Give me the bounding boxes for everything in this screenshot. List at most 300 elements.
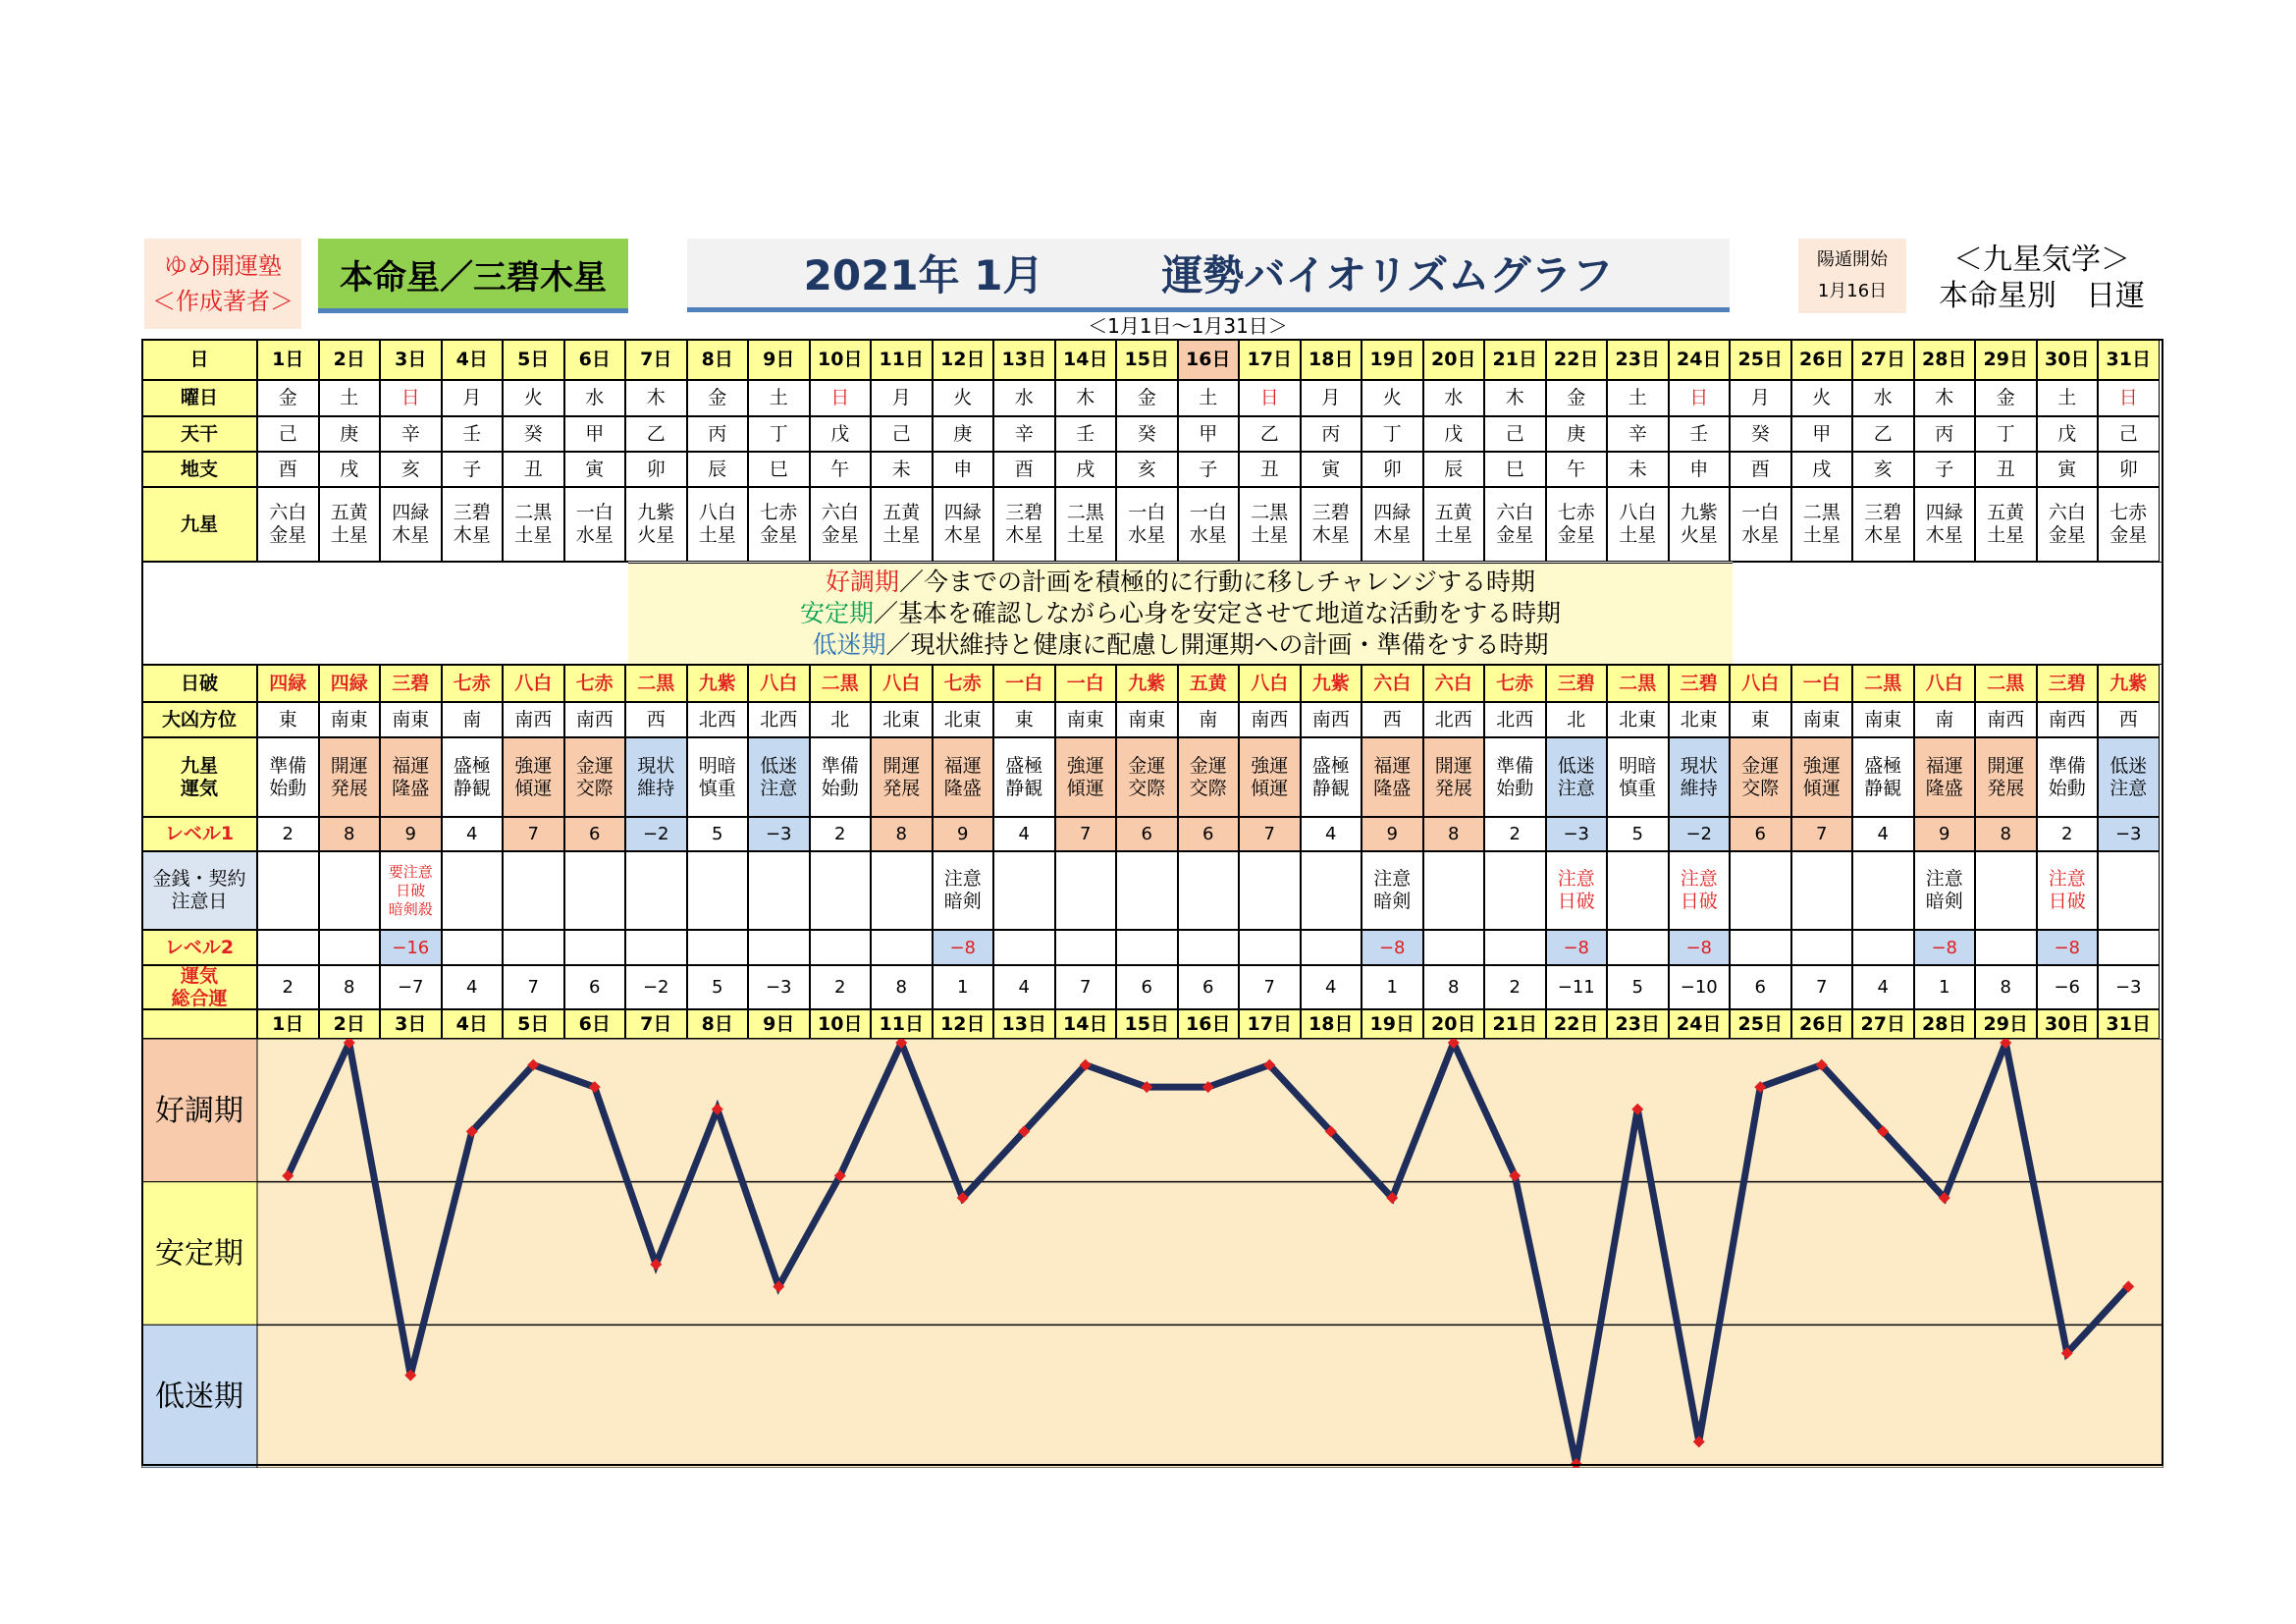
unki-cell: [1055, 737, 1117, 817]
day-footer: 1日: [257, 1009, 319, 1039]
unki-cell: [1484, 737, 1546, 817]
kyusei-text: 土星: [1802, 524, 1841, 546]
kinsen-text: 注意: [1925, 868, 1963, 890]
kyusei-text: 八白: [698, 502, 736, 523]
unki-text: 福運: [943, 754, 982, 777]
legend-good-text: ／今までの計画を積極的に行動に移しチャレンジする時期: [899, 568, 1536, 596]
day-header: 18日: [1301, 339, 1362, 380]
daikyo-cell: 東: [993, 702, 1055, 737]
sogo-cell: −7: [380, 965, 442, 1009]
level2-cell: [1423, 930, 1485, 965]
unki-cell: [810, 737, 872, 817]
chishi-cell: 亥: [1116, 452, 1178, 487]
weekday-cell: 月: [442, 380, 504, 416]
weekday-cell: 金: [257, 380, 319, 416]
title-month: 2021年 1月: [803, 251, 1044, 299]
kinsen-text: 日破: [2048, 891, 2086, 912]
level1-cell: 4: [1301, 817, 1362, 851]
day-footer: 24日: [1669, 1009, 1731, 1039]
kyusei-subtitle: 本命星別 日運: [1939, 279, 2145, 313]
kyusei-text: 火星: [637, 524, 675, 546]
row-label-level2: [141, 930, 257, 965]
nippa-cell: 一白: [993, 665, 1055, 702]
legend-box: [628, 563, 1733, 665]
unki-text: 金運: [575, 754, 614, 777]
tenkan-cell: 壬: [1055, 416, 1117, 452]
nippa-cell: 七赤: [933, 665, 994, 702]
chishi-cell: 午: [1546, 452, 1608, 487]
daikyo-cell: 北: [810, 702, 872, 737]
level1-cell: 8: [319, 817, 381, 851]
day-footer: 9日: [748, 1009, 810, 1039]
weekday-cell: 火: [1791, 380, 1853, 416]
daikyo-cell: 北西: [748, 702, 810, 737]
kinsen-cell: [748, 851, 810, 930]
kyusei-text: 二黒: [1802, 502, 1841, 523]
level1-cell: 4: [993, 817, 1055, 851]
daikyo-cell: 北東: [1669, 702, 1731, 737]
nippa-cell: 七赤: [1484, 665, 1546, 702]
daikyo-cell: 北東: [871, 702, 933, 737]
tenkan-cell: 壬: [1669, 416, 1731, 452]
weekday-cell: 日: [810, 380, 872, 416]
day-header: 10日: [810, 339, 872, 380]
level2-cell: [1730, 930, 1791, 965]
sogo-cell: 8: [871, 965, 933, 1009]
kinsen-cell: [503, 851, 564, 930]
row-label-kinsen-text: 金銭・契約: [152, 868, 246, 890]
kinsen-cell: [1669, 851, 1731, 930]
weekday-cell: 土: [2037, 380, 2099, 416]
row-label-tenkan-text: 天干: [180, 422, 218, 445]
row-label-day: [141, 339, 257, 380]
day-footer: 6日: [564, 1009, 626, 1039]
tenkan-cell: 戊: [2037, 416, 2099, 452]
kinsen-cell: [257, 851, 319, 930]
unki-cell: [257, 737, 319, 817]
nippa-cell: 六白: [1423, 665, 1485, 702]
tenkan-cell: 丁: [1362, 416, 1423, 452]
chishi-cell: 卯: [1362, 452, 1423, 487]
unki-text: 静観: [1311, 777, 1350, 799]
sogo-cell: 5: [1607, 965, 1669, 1009]
kyusei-text: 二黒: [1066, 502, 1104, 523]
unki-text: 現状: [1680, 754, 1718, 777]
legend-left-blank: [141, 562, 628, 665]
day-footer: 2日: [319, 1009, 381, 1039]
day-header: 20日: [1423, 339, 1485, 380]
day-header: 27日: [1852, 339, 1914, 380]
weekday-cell: 木: [1914, 380, 1976, 416]
level2-cell: −8: [2037, 930, 2099, 965]
unki-text: 低迷: [1557, 754, 1595, 777]
weekday-cell: 土: [748, 380, 810, 416]
kinsen-text: 暗剣: [1925, 891, 1963, 912]
day-header: 28日: [1914, 339, 1976, 380]
day-footer: 25日: [1730, 1009, 1791, 1039]
chishi-cell: 午: [810, 452, 872, 487]
weekday-cell: 水: [993, 380, 1055, 416]
unki-text: 始動: [1496, 777, 1534, 799]
kinsen-text: 注意: [1680, 868, 1718, 890]
unki-cell: [2037, 737, 2099, 817]
kyusei-text: 二黒: [1251, 502, 1289, 523]
daikyo-cell: 西: [2098, 702, 2160, 737]
chishi-cell: 子: [1914, 452, 1976, 487]
chishi-cell: 辰: [1423, 452, 1485, 487]
unki-text: 維持: [1680, 777, 1718, 799]
chishi-cell: 酉: [257, 452, 319, 487]
day-header: 11日: [871, 339, 933, 380]
sogo-cell: −10: [1669, 965, 1731, 1009]
unki-cell: [380, 737, 442, 817]
row-label-kyusei-text: 九星: [180, 513, 218, 535]
sogo-cell: 6: [1116, 965, 1178, 1009]
legend-good: [826, 567, 1535, 598]
unki-text: 開運: [1434, 754, 1472, 777]
tenkan-cell: 辛: [993, 416, 1055, 452]
sogo-cell: −3: [748, 965, 810, 1009]
kyusei-text: 土星: [1987, 524, 2025, 546]
chishi-cell: 酉: [1730, 452, 1791, 487]
kinsen-cell: [1607, 851, 1669, 930]
nippa-cell: 三碧: [2037, 665, 2099, 702]
kinsen-text: 日破: [1557, 891, 1595, 912]
kyusei-cell: [810, 487, 872, 562]
day-header: 7日: [625, 339, 687, 380]
weekday-cell: 水: [1423, 380, 1485, 416]
level2-cell: [1116, 930, 1178, 965]
unki-text: 注意: [760, 777, 798, 799]
tenkan-cell: 丁: [748, 416, 810, 452]
kyusei-cell: [1423, 487, 1485, 562]
unki-text: 強運: [1802, 754, 1841, 777]
kyusei-cell: [1239, 487, 1301, 562]
day-footer: 19日: [1362, 1009, 1423, 1039]
unki-cell: [1730, 737, 1791, 817]
sogo-cell: 2: [1484, 965, 1546, 1009]
unki-text: 慎重: [1619, 777, 1657, 799]
level2-cell: [1055, 930, 1117, 965]
unki-text: 傾運: [514, 777, 553, 799]
kyusei-cell: [687, 487, 749, 562]
kyusei-text: 水星: [1128, 524, 1166, 546]
row-label-nippa: [141, 665, 257, 702]
nippa-cell: 八白: [1239, 665, 1301, 702]
level2-cell: [1975, 930, 2037, 965]
kyusei-text: 土星: [330, 524, 368, 546]
unki-cell: [442, 737, 504, 817]
kyusei-title: ＜九星気学＞: [1953, 243, 2130, 277]
day-header: 24日: [1669, 339, 1731, 380]
nippa-cell: 五黄: [1178, 665, 1240, 702]
kyusei-text: 木星: [392, 524, 430, 546]
day-footer: 14日: [1055, 1009, 1117, 1039]
daikyo-cell: 南東: [380, 702, 442, 737]
sogo-cell: 1: [1914, 965, 1976, 1009]
weekday-cell: 金: [687, 380, 749, 416]
weekday-cell: 月: [1301, 380, 1362, 416]
kinsen-text: 注意: [943, 868, 982, 890]
kinsen-text: 暗剣: [1373, 891, 1412, 912]
honmei-underline: [318, 308, 628, 313]
day-footer: 18日: [1301, 1009, 1362, 1039]
kyusei-cell: [1178, 487, 1240, 562]
daikyo-cell: 南: [442, 702, 504, 737]
kyusei-text: 四緑: [392, 502, 430, 523]
tenkan-cell: 癸: [503, 416, 564, 452]
day-header: 3日: [380, 339, 442, 380]
unki-cell: [319, 737, 381, 817]
legend-stable: [800, 598, 1561, 629]
tenkan-cell: 己: [2098, 416, 2160, 452]
nippa-cell: 九紫: [1301, 665, 1362, 702]
level2-cell: −8: [1362, 930, 1423, 965]
day-header: 21日: [1484, 339, 1546, 380]
level2-cell: [748, 930, 810, 965]
daikyo-cell: 南西: [1239, 702, 1301, 737]
row-label-sogo-text: 総合運: [171, 987, 228, 1009]
unki-text: 発展: [1434, 777, 1472, 799]
daikyo-cell: 北西: [687, 702, 749, 737]
kinsen-cell: [564, 851, 626, 930]
level1-cell: 9: [1362, 817, 1423, 851]
kyusei-cell: [1852, 487, 1914, 562]
unki-text: 静観: [453, 777, 491, 799]
level1-cell: 5: [687, 817, 749, 851]
graph-area: [257, 1039, 2163, 1468]
level2-cell: [257, 930, 319, 965]
level1-cell: −3: [2098, 817, 2160, 851]
chishi-cell: 子: [442, 452, 504, 487]
daikyo-cell: 西: [1362, 702, 1423, 737]
level1-cell: 6: [564, 817, 626, 851]
chishi-cell: 子: [1178, 452, 1240, 487]
tenkan-cell: 丙: [1914, 416, 1976, 452]
kyusei-text: 五黄: [1987, 502, 2025, 523]
row-label-level2-text: レベル2: [164, 936, 235, 958]
chishi-cell: 未: [1607, 452, 1669, 487]
day-footer: 10日: [810, 1009, 872, 1039]
unki-text: 盛極: [1005, 754, 1043, 777]
legend-good-label: 好調期: [825, 568, 899, 596]
daikyo-cell: 南: [1914, 702, 1976, 737]
weekday-cell: 日: [1239, 380, 1301, 416]
row-label-weekday: [141, 380, 257, 416]
tenkan-cell: 戊: [1423, 416, 1485, 452]
kinsen-cell: [933, 851, 994, 930]
row-label-nippa-text: 日破: [180, 672, 218, 694]
kinsen-cell: [1239, 851, 1301, 930]
unki-text: 維持: [637, 777, 675, 799]
unki-text: 強運: [1066, 754, 1104, 777]
chishi-cell: 丑: [1239, 452, 1301, 487]
nippa-cell: 三碧: [1669, 665, 1731, 702]
weekday-cell: 火: [503, 380, 564, 416]
yoton-date: 1月16日: [1817, 281, 1888, 301]
unki-text: 明暗: [698, 754, 736, 777]
day-header: 13日: [993, 339, 1055, 380]
day-header: 26日: [1791, 339, 1853, 380]
level2-cell: [1301, 930, 1362, 965]
unki-text: 金運: [1189, 754, 1227, 777]
day-footer: 12日: [933, 1009, 994, 1039]
level1-cell: −3: [748, 817, 810, 851]
weekday-cell: 日: [1669, 380, 1731, 416]
legend-stable-text: ／基本を確認しながら心身を安定させて地道な活動をする時期: [874, 599, 1562, 627]
weekday-cell: 火: [933, 380, 994, 416]
kyusei-text: 土星: [514, 524, 553, 546]
level2-cell: [625, 930, 687, 965]
unki-cell: [993, 737, 1055, 817]
row-label-chishi: [141, 452, 257, 487]
kinsen-cell: [625, 851, 687, 930]
chishi-cell: 寅: [1301, 452, 1362, 487]
unki-text: 隆盛: [1925, 777, 1963, 799]
tenkan-cell: 庚: [1546, 416, 1608, 452]
biorhythm-graph: [141, 1039, 2163, 1468]
kyusei-text: 土星: [1619, 524, 1657, 546]
kinsen-cell: [1423, 851, 1485, 930]
sogo-cell: 7: [1791, 965, 1853, 1009]
day-footer: 7日: [625, 1009, 687, 1039]
row-label-chishi-text: 地支: [180, 458, 218, 480]
unki-text: 強運: [1251, 754, 1289, 777]
unki-text: 発展: [882, 777, 921, 799]
daikyo-cell: 南西: [2037, 702, 2099, 737]
row-label-daikyo-text: 大凶方位: [161, 708, 237, 731]
level2-cell: −8: [1914, 930, 1976, 965]
level1-cell: 9: [380, 817, 442, 851]
level2-cell: [1484, 930, 1546, 965]
kyusei-text: 木星: [1864, 524, 1902, 546]
kyusei-cell: [748, 487, 810, 562]
day-header: 9日: [748, 339, 810, 380]
kinsen-cell: [1484, 851, 1546, 930]
sogo-cell: 7: [1239, 965, 1301, 1009]
level2-cell: [687, 930, 749, 965]
author-box: [144, 239, 301, 329]
nippa-cell: 七赤: [564, 665, 626, 702]
unki-text: 静観: [1864, 777, 1902, 799]
chishi-cell: 戌: [1791, 452, 1853, 487]
row-label-daikyo: [141, 702, 257, 737]
kinsen-text: 暗剣: [943, 891, 982, 912]
kyusei-text: 金星: [269, 524, 307, 546]
page-title: [687, 239, 1730, 307]
kyusei-text: 三碧: [1311, 502, 1350, 523]
unki-cell: [1362, 737, 1423, 817]
level2-cell: [810, 930, 872, 965]
daikyo-cell: 北東: [1607, 702, 1669, 737]
weekday-cell: 金: [1116, 380, 1178, 416]
chishi-cell: 丑: [503, 452, 564, 487]
chishi-cell: 亥: [380, 452, 442, 487]
level1-cell: −2: [1669, 817, 1731, 851]
daikyo-cell: 西: [625, 702, 687, 737]
chishi-cell: 巳: [1484, 452, 1546, 487]
tenkan-cell: 己: [257, 416, 319, 452]
unki-cell: [1914, 737, 1976, 817]
level1-cell: 6: [1730, 817, 1791, 851]
level1-cell: 2: [1484, 817, 1546, 851]
unki-cell: [625, 737, 687, 817]
chishi-cell: 戌: [1055, 452, 1117, 487]
chishi-cell: 未: [871, 452, 933, 487]
day-header: 16日: [1178, 339, 1240, 380]
level1-cell: 8: [871, 817, 933, 851]
kyusei-text: 一白: [1128, 502, 1166, 523]
kinsen-cell: [993, 851, 1055, 930]
legend-right-blank: [1733, 562, 2163, 665]
kyusei-cell: [2037, 487, 2099, 562]
sogo-cell: 7: [1055, 965, 1117, 1009]
weekday-cell: 日: [380, 380, 442, 416]
tenkan-cell: 甲: [1791, 416, 1853, 452]
sogo-cell: 4: [993, 965, 1055, 1009]
kyusei-cell: [1362, 487, 1423, 562]
unki-text: 準備: [2048, 754, 2086, 777]
unki-cell: [1178, 737, 1240, 817]
kyusei-text: 金星: [1496, 524, 1534, 546]
day-footer: 29日: [1975, 1009, 2037, 1039]
level2-cell: [503, 930, 564, 965]
unki-cell: [564, 737, 626, 817]
unki-text: 始動: [2048, 777, 2086, 799]
day-header: 6日: [564, 339, 626, 380]
row-label-kinsen: [141, 851, 257, 930]
weekday-cell: 水: [564, 380, 626, 416]
level1-cell: 6: [1178, 817, 1240, 851]
day-header: 30日: [2037, 339, 2099, 380]
level2-cell: [871, 930, 933, 965]
unki-cell: [503, 737, 564, 817]
day-header: 23日: [1607, 339, 1669, 380]
day-footer: 13日: [993, 1009, 1055, 1039]
kyusei-cell: [625, 487, 687, 562]
unki-text: 慎重: [698, 777, 736, 799]
unki-text: 低迷: [2109, 754, 2148, 777]
kinsen-cell: [871, 851, 933, 930]
sogo-cell: 1: [1362, 965, 1423, 1009]
kinsen-cell: [1791, 851, 1853, 930]
weekday-cell: 月: [871, 380, 933, 416]
sogo-cell: 6: [564, 965, 626, 1009]
level2-cell: [1607, 930, 1669, 965]
row-label-kyusei: [141, 487, 257, 562]
kinsen-text: 注意: [1373, 868, 1412, 890]
kyusei-text: 水星: [1189, 524, 1227, 546]
sogo-cell: 2: [257, 965, 319, 1009]
sogo-cell: −6: [2037, 965, 2099, 1009]
weekday-cell: 金: [1975, 380, 2037, 416]
weekday-cell: 土: [1178, 380, 1240, 416]
sogo-cell: −11: [1546, 965, 1608, 1009]
kinsen-cell: [1546, 851, 1608, 930]
level1-cell: 2: [810, 817, 872, 851]
kyusei-cell: [993, 487, 1055, 562]
day-footer: 3日: [380, 1009, 442, 1039]
unki-cell: [1607, 737, 1669, 817]
day-header: 1日: [257, 339, 319, 380]
kinsen-cell: [2098, 851, 2160, 930]
kyusei-text: 土星: [1251, 524, 1289, 546]
kinsen-text: 注意: [1557, 868, 1595, 890]
honmei-star-label: 本命星／三碧木星: [318, 239, 628, 310]
unki-cell: [1669, 737, 1731, 817]
level2-cell: −8: [1546, 930, 1608, 965]
kyusei-cell: [1975, 487, 2037, 562]
